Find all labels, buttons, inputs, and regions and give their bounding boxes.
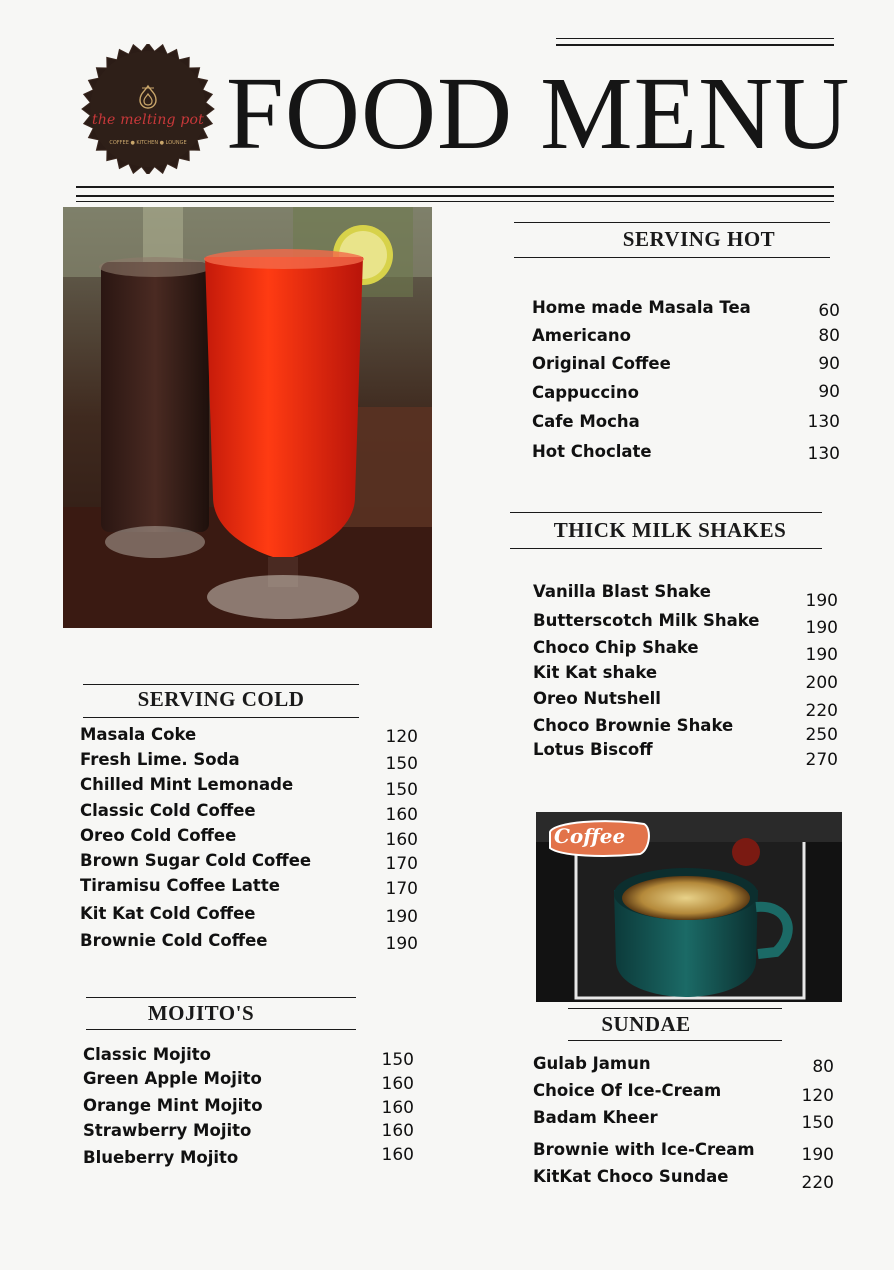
menu-item: Brown Sugar Cold Coffee	[80, 851, 312, 870]
menu-item: Badam Kheer	[533, 1108, 658, 1127]
section-title-serving-hot: SERVING HOT	[622, 227, 776, 251]
menu-price: 170	[385, 854, 418, 874]
menu-price: 190	[385, 934, 418, 954]
menu-price: 190	[385, 907, 418, 927]
menu-item: Green Apple Mojito	[83, 1069, 262, 1088]
serving-hot-rule-bottom	[514, 257, 830, 258]
menu-price: 150	[801, 1113, 834, 1133]
menu-item: KitKat Choco Sundae	[533, 1167, 729, 1186]
menu-item: Fresh Lime. Soda	[80, 750, 240, 769]
menu-price: 190	[801, 1145, 834, 1165]
menu-item: Cappuccino	[532, 383, 639, 402]
menu-item: Classic Cold Coffee	[80, 801, 256, 820]
menu-item: Chilled Mint Lemonade	[80, 775, 294, 794]
menu-price: 150	[385, 754, 418, 774]
menu-item: Choco Brownie Shake	[533, 716, 734, 735]
serving-cold-rule-bottom	[83, 717, 359, 718]
menu-item: Brownie Cold Coffee	[80, 931, 268, 950]
logo-text: the melting pot	[92, 112, 204, 128]
menu-item: Americano	[532, 326, 631, 345]
header-rule-top-1	[556, 38, 834, 39]
menu-item: Original Coffee	[532, 354, 671, 373]
menu-price: 200	[805, 673, 838, 693]
coffee-badge	[544, 818, 664, 854]
logo-subtext: COFFEE ● KITCHEN ● LOUNGE	[109, 140, 187, 146]
menu-item: Home made Masala Tea	[532, 298, 751, 317]
menu-price: 120	[385, 727, 418, 747]
milk-shakes-rule-top	[510, 512, 822, 513]
menu-price: 170	[385, 879, 418, 899]
menu-item: Masala Coke	[80, 725, 197, 744]
section-title-serving-cold: SERVING COLD	[137, 687, 305, 711]
menu-price: 190	[805, 591, 838, 611]
menu-item: Lotus Biscoff	[533, 740, 653, 759]
menu-price: 130	[807, 444, 840, 464]
menu-item: Gulab Jamun	[533, 1054, 651, 1073]
menu-price: 160	[385, 805, 418, 825]
serving-cold-rule-top	[83, 684, 359, 685]
flame-emblem-icon	[134, 84, 162, 110]
menu-price: 160	[381, 1098, 414, 1118]
menu-price: 160	[385, 830, 418, 850]
menu-item: Hot Choclate	[532, 442, 652, 461]
menu-item: Butterscotch Milk Shake	[533, 611, 760, 630]
page-title: FOOD MENU	[226, 56, 851, 171]
menu-price: 190	[805, 618, 838, 638]
header-rule-bottom-3	[76, 201, 834, 202]
mojitos-rule-bottom	[86, 1029, 356, 1030]
menu-price: 80	[812, 1057, 834, 1077]
menu-price: 220	[801, 1173, 834, 1193]
mojitos-rule-top	[86, 997, 356, 998]
milk-shakes-rule-bottom	[510, 548, 822, 549]
menu-price: 160	[381, 1121, 414, 1141]
menu-price: 190	[805, 645, 838, 665]
menu-item: Vanilla Blast Shake	[533, 582, 711, 601]
menu-item: Strawberry Mojito	[83, 1121, 252, 1140]
header-rule-top-2	[556, 44, 834, 46]
section-title-thick-milk-shakes: THICK MILK SHAKES	[553, 518, 787, 542]
menu-price: 250	[805, 725, 838, 745]
menu-item: Oreo Cold Coffee	[80, 826, 237, 845]
menu-price: 120	[801, 1086, 834, 1106]
menu-price: 220	[805, 701, 838, 721]
menu-item: Choco Chip Shake	[533, 638, 699, 657]
section-title-mojitos: MOJITO'S	[147, 1001, 255, 1025]
menu-item: Cafe Mocha	[532, 412, 640, 431]
menu-item: Oreo Nutshell	[533, 689, 661, 708]
menu-item: Blueberry Mojito	[83, 1148, 239, 1167]
menu-item: Choice Of Ice-Cream	[533, 1081, 722, 1100]
menu-price: 90	[818, 382, 840, 402]
coffee-photo	[536, 812, 842, 1002]
menu-item: Brownie with Ice-Cream	[533, 1140, 755, 1159]
sundae-rule-bottom	[568, 1040, 782, 1041]
drinks-photo	[63, 207, 432, 628]
menu-price: 270	[805, 750, 838, 770]
sundae-rule-top	[568, 1008, 782, 1009]
menu-price: 130	[807, 412, 840, 432]
menu-item: Kit Kat shake	[533, 663, 658, 682]
coffee-badge-text: Coffee	[554, 824, 626, 848]
menu-price: 90	[818, 354, 840, 374]
menu-price: 80	[818, 326, 840, 346]
section-title-sundae: SUNDAE	[601, 1012, 691, 1036]
menu-price: 150	[385, 780, 418, 800]
menu-item: Orange Mint Mojito	[83, 1096, 263, 1115]
header-rule-bottom-1	[76, 186, 834, 188]
menu-item: Classic Mojito	[83, 1045, 212, 1064]
menu-price: 60	[818, 301, 840, 321]
logo	[78, 44, 218, 174]
header-rule-bottom-2	[76, 195, 834, 197]
menu-item: Tiramisu Coffee Latte	[80, 876, 280, 895]
menu-item: Kit Kat Cold Coffee	[80, 904, 256, 923]
menu-price: 150	[381, 1050, 414, 1070]
menu-price: 160	[381, 1074, 414, 1094]
serving-hot-rule-top	[514, 222, 830, 223]
menu-price: 160	[381, 1145, 414, 1165]
